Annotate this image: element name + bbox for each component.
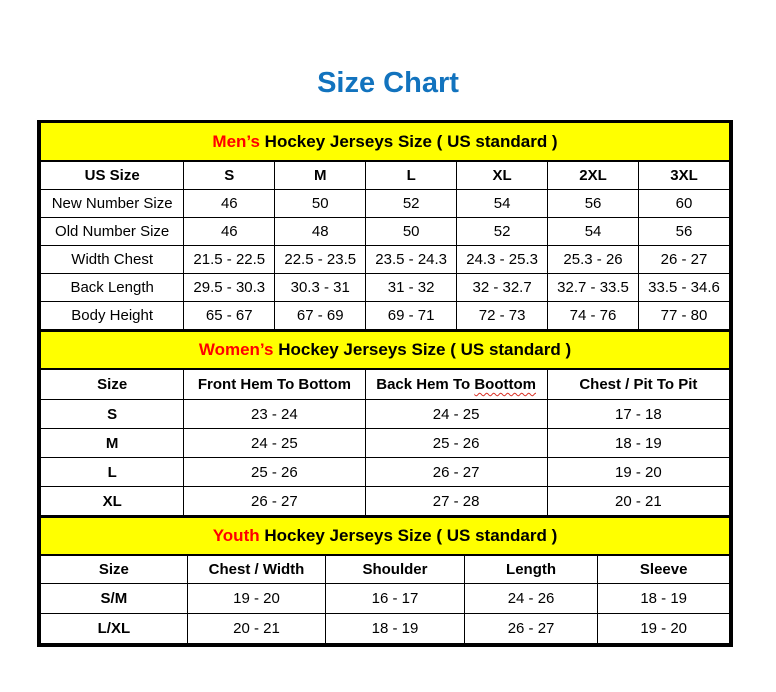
size-value-cell: 21.5 - 22.5 bbox=[184, 245, 275, 273]
table-row bbox=[41, 217, 730, 245]
size-value-cell: 23.5 - 24.3 bbox=[366, 245, 457, 273]
women-section-heading bbox=[41, 331, 730, 369]
row-label: S/M bbox=[41, 583, 188, 613]
page-title: Size Chart bbox=[317, 67, 459, 99]
size-value-cell: 24 - 25 bbox=[184, 429, 365, 458]
table-row bbox=[41, 245, 730, 273]
column-header: Chest / Width bbox=[187, 555, 325, 583]
size-value-cell: 56 bbox=[548, 189, 639, 217]
size-value-cell: 30.3 - 31 bbox=[275, 273, 366, 301]
table-row bbox=[41, 189, 730, 217]
men-banner-row bbox=[41, 123, 730, 161]
women-header-row bbox=[41, 369, 730, 400]
size-value-cell: 65 - 67 bbox=[184, 301, 275, 329]
column-header: Size bbox=[41, 369, 184, 400]
size-value-cell: 46 bbox=[184, 189, 275, 217]
size-value-cell: 19 - 20 bbox=[547, 458, 729, 487]
heading-rest: Hockey Jerseys Size ( US standard ) bbox=[259, 131, 558, 151]
size-value-cell: 24 - 25 bbox=[365, 400, 547, 429]
row-label: Width Chest bbox=[41, 245, 184, 273]
size-tables-frame bbox=[37, 120, 733, 647]
size-value-cell: 18 - 19 bbox=[326, 613, 464, 643]
size-value-cell: 23 - 24 bbox=[184, 400, 365, 429]
table-row bbox=[41, 273, 730, 301]
men-header-row bbox=[41, 161, 730, 189]
column-header: M bbox=[275, 161, 366, 189]
size-value-cell: 50 bbox=[275, 189, 366, 217]
table-row bbox=[41, 613, 730, 643]
size-value-cell: 69 - 71 bbox=[366, 301, 457, 329]
column-header: Chest / Pit To Pit bbox=[547, 369, 729, 400]
row-label: Back Length bbox=[41, 273, 184, 301]
size-value-cell: 72 - 73 bbox=[457, 301, 548, 329]
column-header: Shoulder bbox=[326, 555, 464, 583]
table-row bbox=[41, 429, 730, 458]
column-header: Size bbox=[41, 555, 188, 583]
row-label: XL bbox=[41, 487, 184, 516]
column-header: 3XL bbox=[639, 161, 730, 189]
women-banner-row bbox=[41, 331, 730, 369]
youth-banner-row bbox=[41, 517, 730, 555]
size-value-cell: 54 bbox=[457, 189, 548, 217]
column-header: Front Hem To Bottom bbox=[184, 369, 365, 400]
youth-size-table bbox=[40, 516, 730, 644]
men-section-heading bbox=[41, 123, 730, 161]
column-header: Back Hem To Boottom bbox=[365, 369, 547, 400]
table-row bbox=[41, 301, 730, 329]
table-row bbox=[41, 400, 730, 429]
table-row bbox=[41, 458, 730, 487]
table-row bbox=[41, 583, 730, 613]
size-value-cell: 29.5 - 30.3 bbox=[184, 273, 275, 301]
size-value-cell: 26 - 27 bbox=[464, 613, 598, 643]
size-value-cell: 31 - 32 bbox=[366, 273, 457, 301]
size-value-cell: 32.7 - 33.5 bbox=[548, 273, 639, 301]
misspelled-word: Boottom bbox=[474, 375, 536, 393]
women-size-table bbox=[40, 330, 730, 517]
size-value-cell: 25.3 - 26 bbox=[548, 245, 639, 273]
size-value-cell: 52 bbox=[366, 189, 457, 217]
size-value-cell: 74 - 76 bbox=[548, 301, 639, 329]
column-header: US Size bbox=[41, 161, 184, 189]
size-value-cell: 20 - 21 bbox=[547, 487, 729, 516]
heading-highlight: Youth bbox=[212, 526, 260, 545]
row-label: L/XL bbox=[41, 613, 188, 643]
column-header: XL bbox=[457, 161, 548, 189]
size-value-cell: 56 bbox=[639, 217, 730, 245]
column-header: L bbox=[366, 161, 457, 189]
size-value-cell: 20 - 21 bbox=[187, 613, 325, 643]
youth-section-heading bbox=[41, 517, 730, 555]
size-value-cell: 25 - 26 bbox=[184, 458, 365, 487]
size-value-cell: 22.5 - 23.5 bbox=[275, 245, 366, 273]
column-header: Length bbox=[464, 555, 598, 583]
row-label: Body Height bbox=[41, 301, 184, 329]
column-header: S bbox=[184, 161, 275, 189]
table-row bbox=[41, 487, 730, 516]
size-value-cell: 67 - 69 bbox=[275, 301, 366, 329]
heading-rest: Hockey Jerseys Size ( US standard ) bbox=[259, 526, 558, 545]
column-header: Sleeve bbox=[598, 555, 730, 583]
size-value-cell: 19 - 20 bbox=[187, 583, 325, 613]
size-value-cell: 19 - 20 bbox=[598, 613, 730, 643]
heading-rest: Hockey Jerseys Size ( US standard ) bbox=[273, 339, 572, 359]
size-value-cell: 54 bbox=[548, 217, 639, 245]
size-value-cell: 26 - 27 bbox=[365, 458, 547, 487]
men-size-table bbox=[40, 123, 730, 330]
heading-highlight: Men’s bbox=[212, 131, 260, 151]
row-label: L bbox=[41, 458, 184, 487]
youth-header-row bbox=[41, 555, 730, 583]
size-value-cell: 24 - 26 bbox=[464, 583, 598, 613]
row-label: S bbox=[41, 400, 184, 429]
size-value-cell: 52 bbox=[457, 217, 548, 245]
heading-highlight: Women’s bbox=[198, 339, 274, 359]
size-value-cell: 25 - 26 bbox=[365, 429, 547, 458]
size-value-cell: 48 bbox=[275, 217, 366, 245]
size-value-cell: 33.5 - 34.6 bbox=[639, 273, 730, 301]
row-label: New Number Size bbox=[41, 189, 184, 217]
size-value-cell: 17 - 18 bbox=[547, 400, 729, 429]
size-value-cell: 27 - 28 bbox=[365, 487, 547, 516]
size-value-cell: 24.3 - 25.3 bbox=[457, 245, 548, 273]
row-label: M bbox=[41, 429, 184, 458]
size-value-cell: 26 - 27 bbox=[184, 487, 365, 516]
size-value-cell: 50 bbox=[366, 217, 457, 245]
size-value-cell: 32 - 32.7 bbox=[457, 273, 548, 301]
size-value-cell: 77 - 80 bbox=[639, 301, 730, 329]
row-label: Old Number Size bbox=[41, 217, 184, 245]
size-value-cell: 60 bbox=[639, 189, 730, 217]
size-value-cell: 26 - 27 bbox=[639, 245, 730, 273]
size-value-cell: 18 - 19 bbox=[547, 429, 729, 458]
column-header: 2XL bbox=[548, 161, 639, 189]
size-value-cell: 46 bbox=[184, 217, 275, 245]
size-value-cell: 16 - 17 bbox=[326, 583, 464, 613]
size-value-cell: 18 - 19 bbox=[598, 583, 730, 613]
